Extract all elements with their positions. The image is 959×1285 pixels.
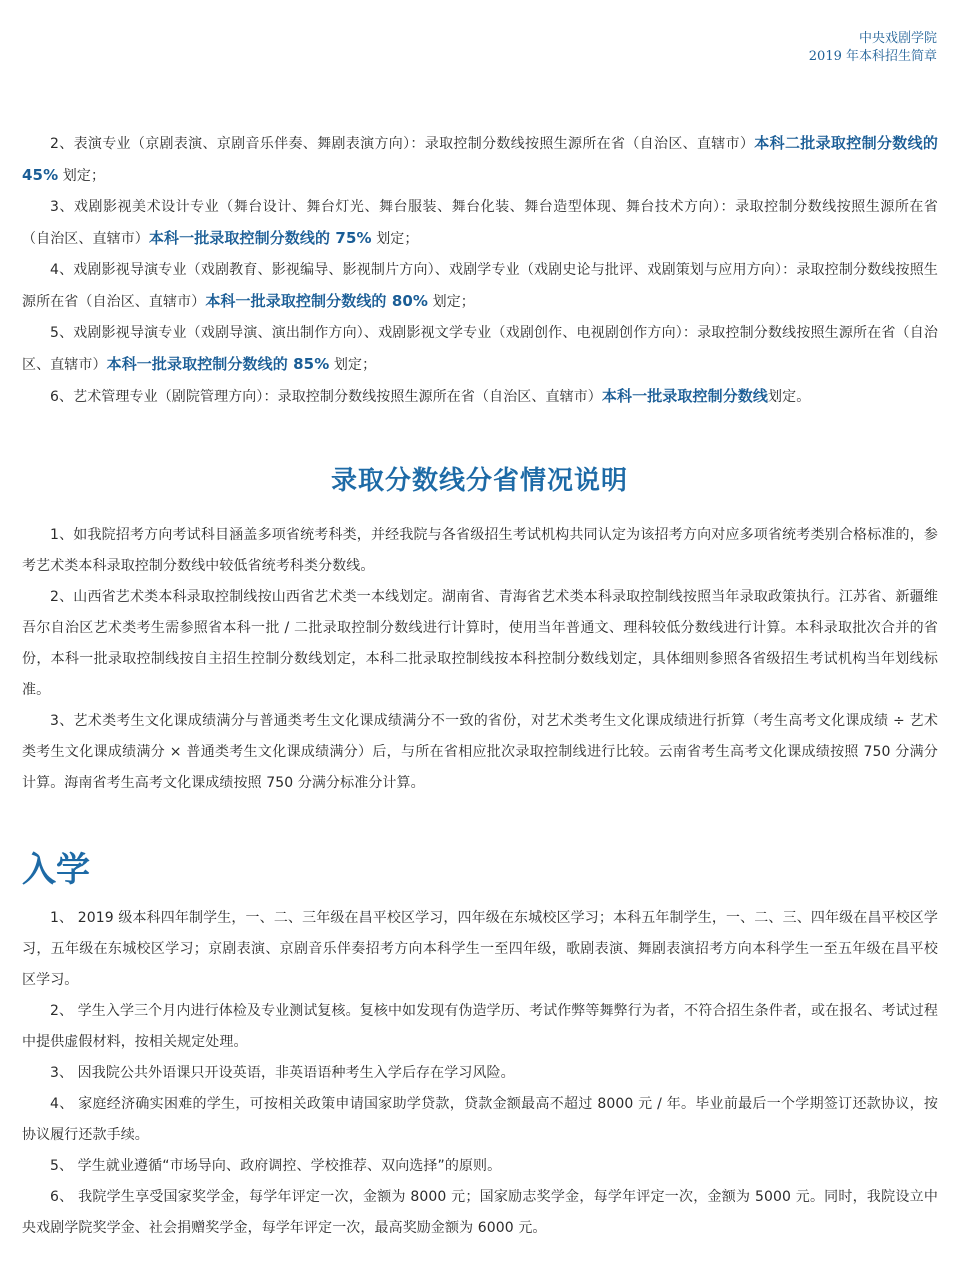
enrollment-paragraph: 2、 学生入学三个月内进行体检及专业测试复核。复核中如发现有伪造学历、考试作弊等舞弊行为者，不符合招生条件者，或在报名、考试过程中提供虚假材料，按相关规定处理。 xyxy=(22,1003,938,1050)
province-note-paragraph: 2、山西省艺术类本科录取控制线按山西省艺术类一本线划定。湖南省、青海省艺术类本科录取控制线按照当年录取政策执行。江苏省、新疆维吾尔自治区艺术类考生需参照省本科一批 / 二批录取控制分数线进行计算时，使用当年普通文、理科较低分数线进行计算。本科录取批次合并的省份，本科一批录取控制线按自主招生控制分数线划定，本科二批录取控制线按本科控制分数线划定，具体细则参照各省级招生考试机构当年划线标准。 xyxy=(22,589,938,698)
score-line-item: 4、戏剧影视导演专业（戏剧教育、影视编导、影视制片方向）、戏剧学专业（戏剧史论与批评、戏剧策划与应用方向）：录取控制分数线按照生源所在省（自治区、直辖市）本科一批录取控制分数线的 80% 划定； xyxy=(22,262,938,310)
enrollment-paragraph: 4、 家庭经济确实困难的学生，可按相关政策申请国家助学贷款，贷款金额最高不超过 8000 元 / 年。毕业前最后一个学期签订还款协议，按协议履行还款手续。 xyxy=(22,1096,938,1143)
enrollment-notes xyxy=(22,903,938,1244)
score-line-emphasis: 本科一批录取控制分数线的 85% xyxy=(106,355,330,373)
section-title-enrollment: 入学 xyxy=(22,850,90,890)
score-line-emphasis: 本科一批录取控制分数线的 75% xyxy=(148,229,372,247)
header-institution: 中央戏剧学院 xyxy=(858,31,937,46)
score-line-item: 6、艺术管理专业（剧院管理方向）：录取控制分数线按照生源所在省（自治区、直辖市）本科一批录取控制分数线划定。 xyxy=(50,387,811,405)
score-line-item: 3、戏剧影视美术设计专业（舞台设计、舞台灯光、舞台服装、舞台化装、舞台造型体现、舞台技术方向）：录取控制分数线按照生源所在省（自治区、直辖市）本科一批录取控制分数线的 75% 划定； xyxy=(22,199,938,247)
enrollment-paragraph: 5、 学生就业遵循“市场导向、政府调控、学校推荐、双向选择”的原则。 xyxy=(50,1158,502,1174)
enrollment-paragraph: 1、 2019 级本科四年制学生，一、二、三年级在昌平校区学习，四年级在东城校区学习；本科五年制学生，一、二、三、四年级在昌平校区学习，五年级在东城校区学习；京剧表演、京剧音乐伴奏招考方向本科学生一至四年级，歌剧表演、舞剧表演招考方向本科学生一至五年级在昌平校区学习。 xyxy=(22,910,938,988)
province-note-paragraph: 3、艺术类考生文化课成绩满分与普通类考生文化课成绩满分不一致的省份，对艺术类考生文化课成绩进行折算（考生高考文化课成绩 ÷ 艺术类考生文化课成绩满分 × 普通类考生文化课成绩满分）后，与所在省相应批次录取控制线进行比较。云南省考生高考文化课成绩按照 750 分满分计算。海南省考生高考文化课成绩按照 750 分满分标准分计算。 xyxy=(22,713,938,791)
page-header xyxy=(809,30,937,66)
enrollment-paragraph: 3、 因我院公共外语课只开设英语，非英语语种考生入学后存在学习风险。 xyxy=(50,1065,515,1081)
province-notes xyxy=(22,520,938,799)
score-line-item: 2、表演专业（京剧表演、京剧音乐伴奏、舞剧表演方向）：录取控制分数线按照生源所在省（自治区、直辖市）本科二批录取控制分数线的 45% 划定； xyxy=(22,134,939,184)
score-line-list xyxy=(22,128,938,413)
province-note-paragraph: 1、如我院招考方向考试科目涵盖多项省统考科类，并经我院与各省级招生考试机构共同认定为该招考方向对应多项省统考类别合格标准的，参考艺术类本科录取控制分数线中较低省统考科类分数线。 xyxy=(22,527,938,574)
score-line-emphasis: 本科二批录取控制分数线的 45% xyxy=(22,134,939,184)
score-line-item: 5、戏剧影视导演专业（戏剧导演、演出制作方向）、戏剧影视文学专业（戏剧创作、电视剧创作方向）：录取控制分数线按照生源所在省（自治区、直辖市）本科一批录取控制分数线的 85% 划定； xyxy=(22,325,938,373)
enrollment-paragraph: 6、 我院学生享受国家奖学金，每学年评定一次，金额为 8000 元；国家励志奖学金，每学年评定一次，金额为 5000 元。同时，我院设立中央戏剧学院奖学金、社会捐赠奖学金，每学年评定一次，最高奖励金额为 6000 元。 xyxy=(22,1189,938,1236)
score-line-emphasis: 本科一批录取控制分数线 xyxy=(601,387,769,405)
score-line-emphasis: 本科一批录取控制分数线的 80% xyxy=(205,292,429,310)
section-title-province-notes: 录取分数线分省情况说明 xyxy=(330,466,628,496)
header-brochure-title: 2019 年本科招生简章 xyxy=(808,49,937,64)
